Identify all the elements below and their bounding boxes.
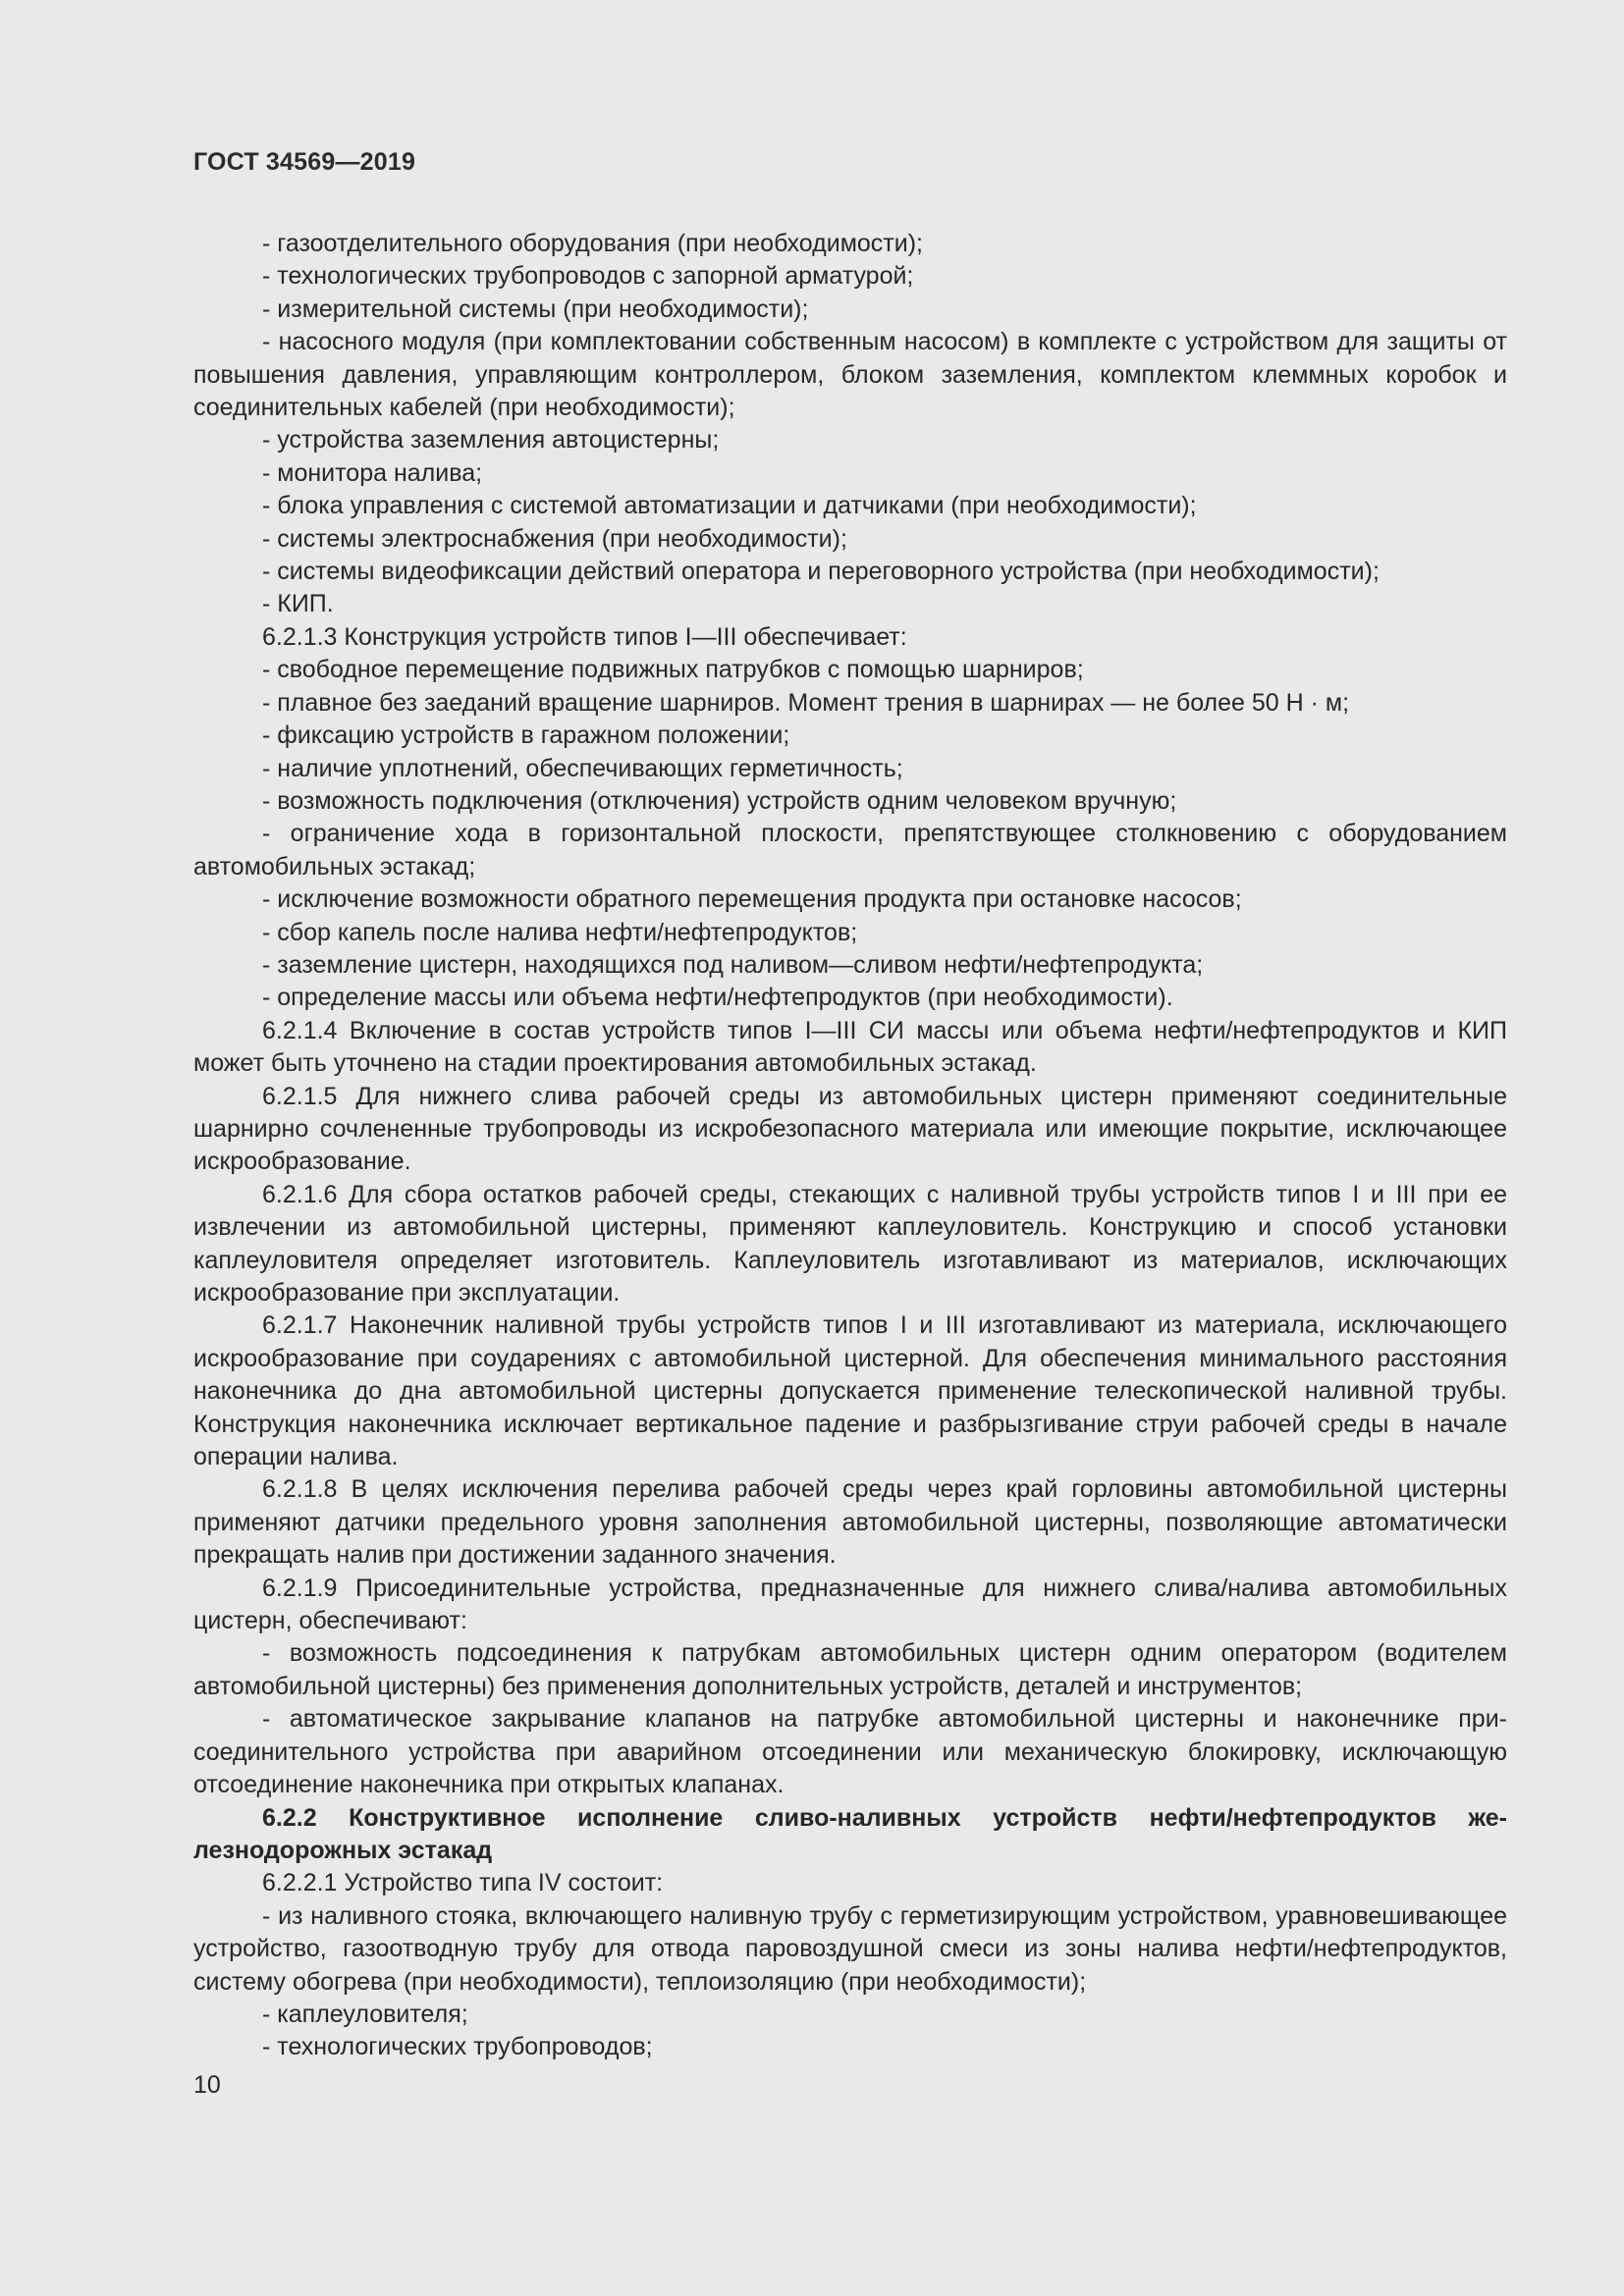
paragraph: - сбор капель после налива нефти/нефтепродуктов; — [262, 918, 858, 946]
page-number: 10 — [193, 2071, 221, 2099]
paragraph: - заземление цистерн, находящихся под наливом—сливом нефти/нефтепродукта; — [262, 950, 1204, 979]
paragraph: - наличие уплотнений, обеспечивающих герметичность; — [262, 754, 903, 782]
paragraph: - плавное без заеданий вращение шарниров. Момент трения в шарнирах — не более 50 Н · м; — [262, 688, 1350, 717]
paragraph: - автоматическое закрывание клапанов на патрубке автомобильной цистерны и наконечнике присоединительного устройства при аварийном отсоединении или механическую блокировку, исключающую отсоединение наконечника при открытых клапанах. — [193, 1705, 1507, 1799]
paragraph: - насосного модуля (при комплектовании собственным насосом) в комплекте с устройством для защиты от повышения давления, управляющим контроллером, блоком заземления, комплектом клеммных коробок и соединительных кабелей (при необходимости); — [193, 328, 1507, 422]
paragraph: 6.2.1.3 Конструкция устройств типов I—III обеспечивает: — [262, 622, 907, 651]
section-heading: 6.2.2 Конструктивное исполнение сливо-наливных устройств нефти/нефтепродуктов железнодорожных эстакад — [193, 1803, 1507, 1864]
paragraph: 6.2.1.4 Включение в состав устройств типов I—III СИ массы или объема нефти/нефтепродуктов и КИП может быть уточнено на стадии проектирования автомобильных эстакад. — [193, 1016, 1507, 1078]
paragraph: - возможность подсоединения к патрубкам автомобильных цистерн одним оператором (водителем автомобильной цистерны) без применения дополнительных устройств, деталей и инструментов; — [193, 1639, 1507, 1700]
paragraph: - КИП. — [262, 590, 334, 618]
paragraph: - технологических трубопроводов с запорной арматурой; — [262, 262, 914, 291]
paragraph: - устройства заземления автоцистерны; — [262, 426, 720, 454]
paragraph: - определение массы или объема нефти/нефтепродуктов (при необходимости). — [262, 984, 1173, 1012]
document-body — [193, 228, 1507, 2064]
paragraph: - из наливного стояка, включающего наливную трубу с герметизирующим устройством, уравновешивающее устройство, газоотводную трубу для отвода паровоздушной смеси из зоны налива нефти/нефтепродуктов, систему обогрева (при необходимости), теплоизоляцию (при необходимости); — [193, 1901, 1507, 1996]
paragraph: - свободное перемещение подвижных патрубков с помощью шарниров; — [262, 656, 1084, 684]
paragraph: - газоотделительного оборудования (при необходимости); — [262, 230, 923, 257]
paragraph: 6.2.1.9 Присоединительные устройства, предназначенные для нижнего слива/налива автомобильных цистерн, обеспечивают: — [193, 1574, 1507, 1635]
paragraph: - измерительной системы (при необходимости); — [262, 294, 809, 323]
paragraph: 6.2.1.8 В целях исключения перелива рабочей среды через край горловины автомобильной цистерны применяют датчики предельного уровня заполнения автомобильной цистерны, позволяющие автоматически прекращать налив при достижении заданного значения. — [193, 1475, 1507, 1570]
paragraph: - фиксацию устройств в гаражном положении; — [262, 721, 790, 750]
paragraph: - возможность подключения (отключения) устройств одним человеком вручную; — [262, 786, 1177, 815]
paragraph: - каплеуловителя; — [262, 2000, 468, 2028]
paragraph: - монитора налива; — [262, 458, 483, 487]
paragraph: - блока управления с системой автоматизации и датчиками (при необходимости); — [262, 492, 1197, 520]
paragraph: - технологических трубопроводов; — [262, 2033, 653, 2061]
paragraph: - системы электроснабжения (при необходимости); — [262, 524, 847, 553]
paragraph: 6.2.1.5 Для нижнего слива рабочей среды из автомобильных цистерн применяют соединительные шарнирно сочлененные трубопроводы из искробезопасного материала или имеющие покрытие, исключающее искрообразование. — [193, 1082, 1507, 1176]
document-code-header: ГОСТ 34569—2019 — [193, 148, 416, 176]
paragraph: - исключение возможности обратного перемещения продукта при остановке насосов; — [262, 885, 1242, 914]
paragraph: - ограничение хода в горизонтальной плоскости, препятствующее столкновению с оборудованием автомобильных эстакад; — [193, 820, 1507, 881]
paragraph: 6.2.2.1 Устройство типа IV состоит: — [262, 1869, 664, 1897]
paragraph: - системы видеофиксации действий оператора и переговорного устройства (при необходимости); — [262, 558, 1380, 586]
paragraph: 6.2.1.6 Для сбора остатков рабочей среды, стекающих с наливной трубы устройств типов I и III при ее извлечении из автомобильной цистерны, применяют каплеуловитель. Конструкцию и способ установки каплеуловителя определяет изготовитель. Каплеуловитель изготавливают из материалов, исключающих искрообразование при эксплуатации. — [193, 1180, 1507, 1307]
paragraph: 6.2.1.7 Наконечник наливной трубы устройств типов I и III изготавливают из материала, исключающего искрообразование при соударениях с автомобильной цистерной. Для обеспечения минимального расстояния наконечника до дна автомобильной цистерны допускается применение телескопической наливной трубы. Конструкция наконечника исключает вертикальное падение и разбрызгивание струи рабочей среды в начале операции налива. — [193, 1311, 1507, 1471]
